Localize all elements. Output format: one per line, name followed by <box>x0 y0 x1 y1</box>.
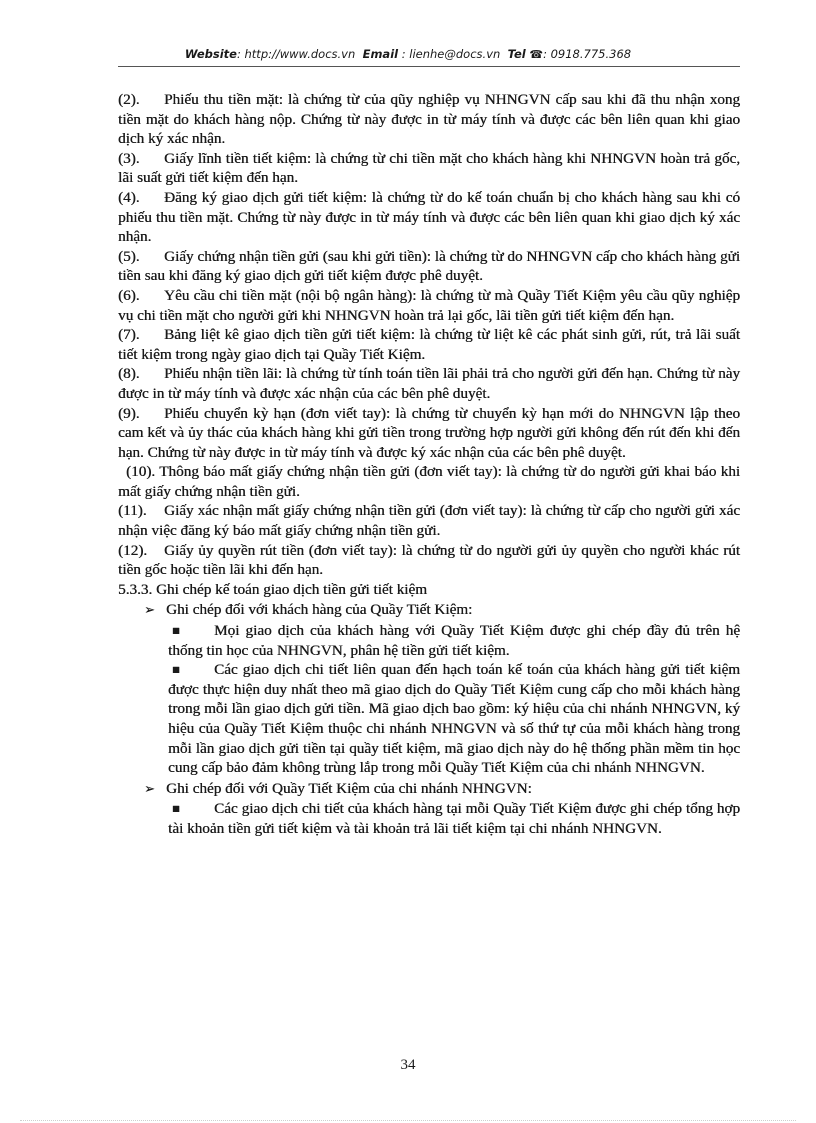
paragraph-number: (8). <box>118 365 140 383</box>
paragraph-number: (9). <box>118 404 140 422</box>
paragraph-number: (12). <box>118 541 148 559</box>
square-bullet-item <box>168 660 740 778</box>
square-bullet-icon: ■ <box>172 804 180 814</box>
paragraph-number: (5). <box>118 247 140 265</box>
numbered-paragraph <box>118 188 740 247</box>
paragraph-text: Giấy xác nhận mất giấy chứng nhận tiền gửi (đơn viết tay): là chứng từ cấp cho người gửi xác nhận việc đăng ký báo mất giấy chứng nhận tiền gửi. <box>118 502 740 540</box>
arrow-bullet-icon: ➢ <box>144 603 155 619</box>
numbered-paragraph <box>118 462 740 501</box>
document-body <box>118 90 740 839</box>
arrow-list-item <box>144 600 740 621</box>
paragraph-text: Phiếu thu tiền mặt: là chứng từ của qũy nghiệp vụ NHNGVN cấp sau khi đã thu nhận xong tiền mặt do khách hàng nộp. Chứng từ này được in từ máy tính và được các bên liên quan khi giao dịch ký xác nhận. <box>118 91 740 148</box>
paragraph-number: (10). <box>126 463 156 481</box>
paragraph-number: (6). <box>118 286 140 304</box>
paragraph-number: (7). <box>118 326 140 344</box>
numbered-paragraph <box>118 364 740 403</box>
paragraph-number: (3). <box>118 149 140 167</box>
tel-value: : 0918.775.368 <box>543 47 632 61</box>
paragraph-text: Phiếu chuyển kỳ hạn (đơn viết tay): là chứng từ chuyển kỳ hạn mới do NHNGVN lập theo cam kết và ủy thác của khách hàng khi gửi tiền trong trường hợp người gửi không đến rút đến khi đến hạn. Chứng từ này được in từ máy tính và được ký xác nhận của các bên phê duyệt. <box>118 404 740 461</box>
numbered-paragraph <box>118 541 740 580</box>
paragraph-list <box>118 90 740 580</box>
square-bullet-icon: ■ <box>172 626 180 636</box>
numbered-paragraph <box>118 501 740 540</box>
email-value[interactable]: : lienhe@docs.vn <box>401 47 501 61</box>
numbered-paragraph <box>118 90 740 149</box>
page-number: 34 <box>400 1057 416 1073</box>
paragraph-number: (2). <box>118 91 140 108</box>
bullet-text: Các giao dịch chi tiết liên quan đến hạch toán kế toán của khách hàng gửi tiết kiệm được thực hiện duy nhất theo mã giao dịch do Quầy Tiết Kiệm cung cấp cho mỗi khách hàng trong mỗi lần giao dịch gửi tiền. Mã giao dịch bao gồm: ký hiệu của chi nhánh NHNGVN, ký hiệu của Quầy Tiết Kiệm thuộc chi nhánh NHNGVN và số thứ tự của mỗi khách hàng trong mỗi lần giao dịch gửi tiền tại quầy tiết kiệm, mã giao dịch này do hệ thống phần mềm tin học cung cấp bảo đảm không trùng lắp trong mỗi Quầy Tiết Kiệm của chi nhánh NHNGVN. <box>168 661 740 777</box>
section-items <box>118 600 740 838</box>
bullet-text: Mọi giao dịch của khách hàng với Quầy Tiết Kiệm được ghi chép đầy đủ trên hệ thống tin học của NHNGVN, phân hệ tiền gửi tiết kiệm. <box>168 622 740 659</box>
paragraph-text: Thông báo mất giấy chứng nhận tiền gửi (đơn viết tay): là chứng từ do người gửi khai báo khi mất giấy chứng nhận tiền gửi. <box>118 463 741 500</box>
paragraph-number: (11). <box>118 502 147 520</box>
bullet-text: Các giao dịch chi tiết của khách hàng tại mỗi Quầy Tiết Kiệm được ghi chép tổng hợp tài khoản tiền gửi tiết kiệm và tài khoản trả lãi tiết kiệm tại chi nhánh NHNGVN. <box>168 800 740 837</box>
numbered-paragraph <box>118 247 740 286</box>
phone-icon: ☎ <box>529 48 544 61</box>
numbered-paragraph <box>118 325 740 364</box>
paragraph-text: Bảng liệt kê giao dịch tiền gửi tiết kiệm: là chứng từ liệt kê các phát sinh gửi, rút, trả lãi suất tiết kiệm trong ngày giao dịch tại Quầy Tiết Kiệm. <box>118 326 740 363</box>
arrow-bullet-icon: ➢ <box>144 781 155 797</box>
numbered-paragraph <box>118 149 740 188</box>
header-divider <box>118 66 740 67</box>
paragraph-text: Giấy ủy quyền rút tiền (đơn viết tay): là chứng từ do người gửi ủy quyền cho người khác rút tiền gốc hoặc tiền lãi khi đến hạn. <box>118 541 740 579</box>
email-label: Email <box>362 47 399 61</box>
website-label: Website <box>184 47 237 61</box>
numbered-paragraph <box>118 404 740 463</box>
paragraph-text: Phiếu nhận tiền lãi: là chứng từ tính toán tiền lãi phải trả cho người gửi đến hạn. Chứng từ này được in từ máy tính và được xác nhận của các bên phê duyệt. <box>118 365 740 402</box>
paragraph-text: Đăng ký giao dịch gửi tiết kiệm: là chứng từ do kế toán chuẩn bị cho khách hàng sau khi có phiếu thu tiền mặt. Chứng từ này được in từ máy tính và được các bên liên quan khi giao dịch ký xác nhận. <box>118 188 740 246</box>
section-heading: 5.3.3. Ghi chép kế toán giao dịch tiền gửi tiết kiệm <box>118 580 427 598</box>
footer-divider <box>20 1120 796 1121</box>
numbered-paragraph <box>118 286 740 325</box>
arrow-item-title: Ghi chép đối với Quầy Tiết Kiệm của chi nhánh NHNGVN: <box>166 779 532 797</box>
page-header <box>0 47 816 61</box>
paragraph-text: Yêu cầu chi tiền mặt (nội bộ ngân hàng): là chứng từ mà Quầy Tiết Kiệm yêu cầu qũy nghiệp vụ chi tiền mặt cho người gửi khi NHNGVN hoàn trả lại gốc, lãi tiền gửi tiết kiệm đến hạn. <box>118 286 740 324</box>
arrow-item-title: Ghi chép đối với khách hàng của Quầy Tiết Kiệm: <box>166 601 473 619</box>
paragraph-text: Giấy lĩnh tiền tiết kiệm: là chứng từ chi tiền mặt cho khách hàng khi NHNGVN hoàn trả gốc, lãi suất gửi tiết kiệm đến hạn. <box>118 149 740 187</box>
website-value[interactable]: : http://www.docs.vn <box>236 47 356 61</box>
paragraph-number: (4). <box>118 188 140 206</box>
square-bullet-item <box>168 621 740 660</box>
square-bullet-icon: ■ <box>172 665 180 675</box>
arrow-list-item <box>144 779 740 800</box>
paragraph-text: Giấy chứng nhận tiền gửi (sau khi gửi tiền): là chứng từ do NHNGVN cấp cho khách hàng gửi tiền sau khi đăng ký giao dịch gửi tiết kiệm được phê duyệt. <box>118 247 740 285</box>
tel-label: Tel <box>507 47 526 61</box>
square-bullet-item <box>168 799 740 838</box>
